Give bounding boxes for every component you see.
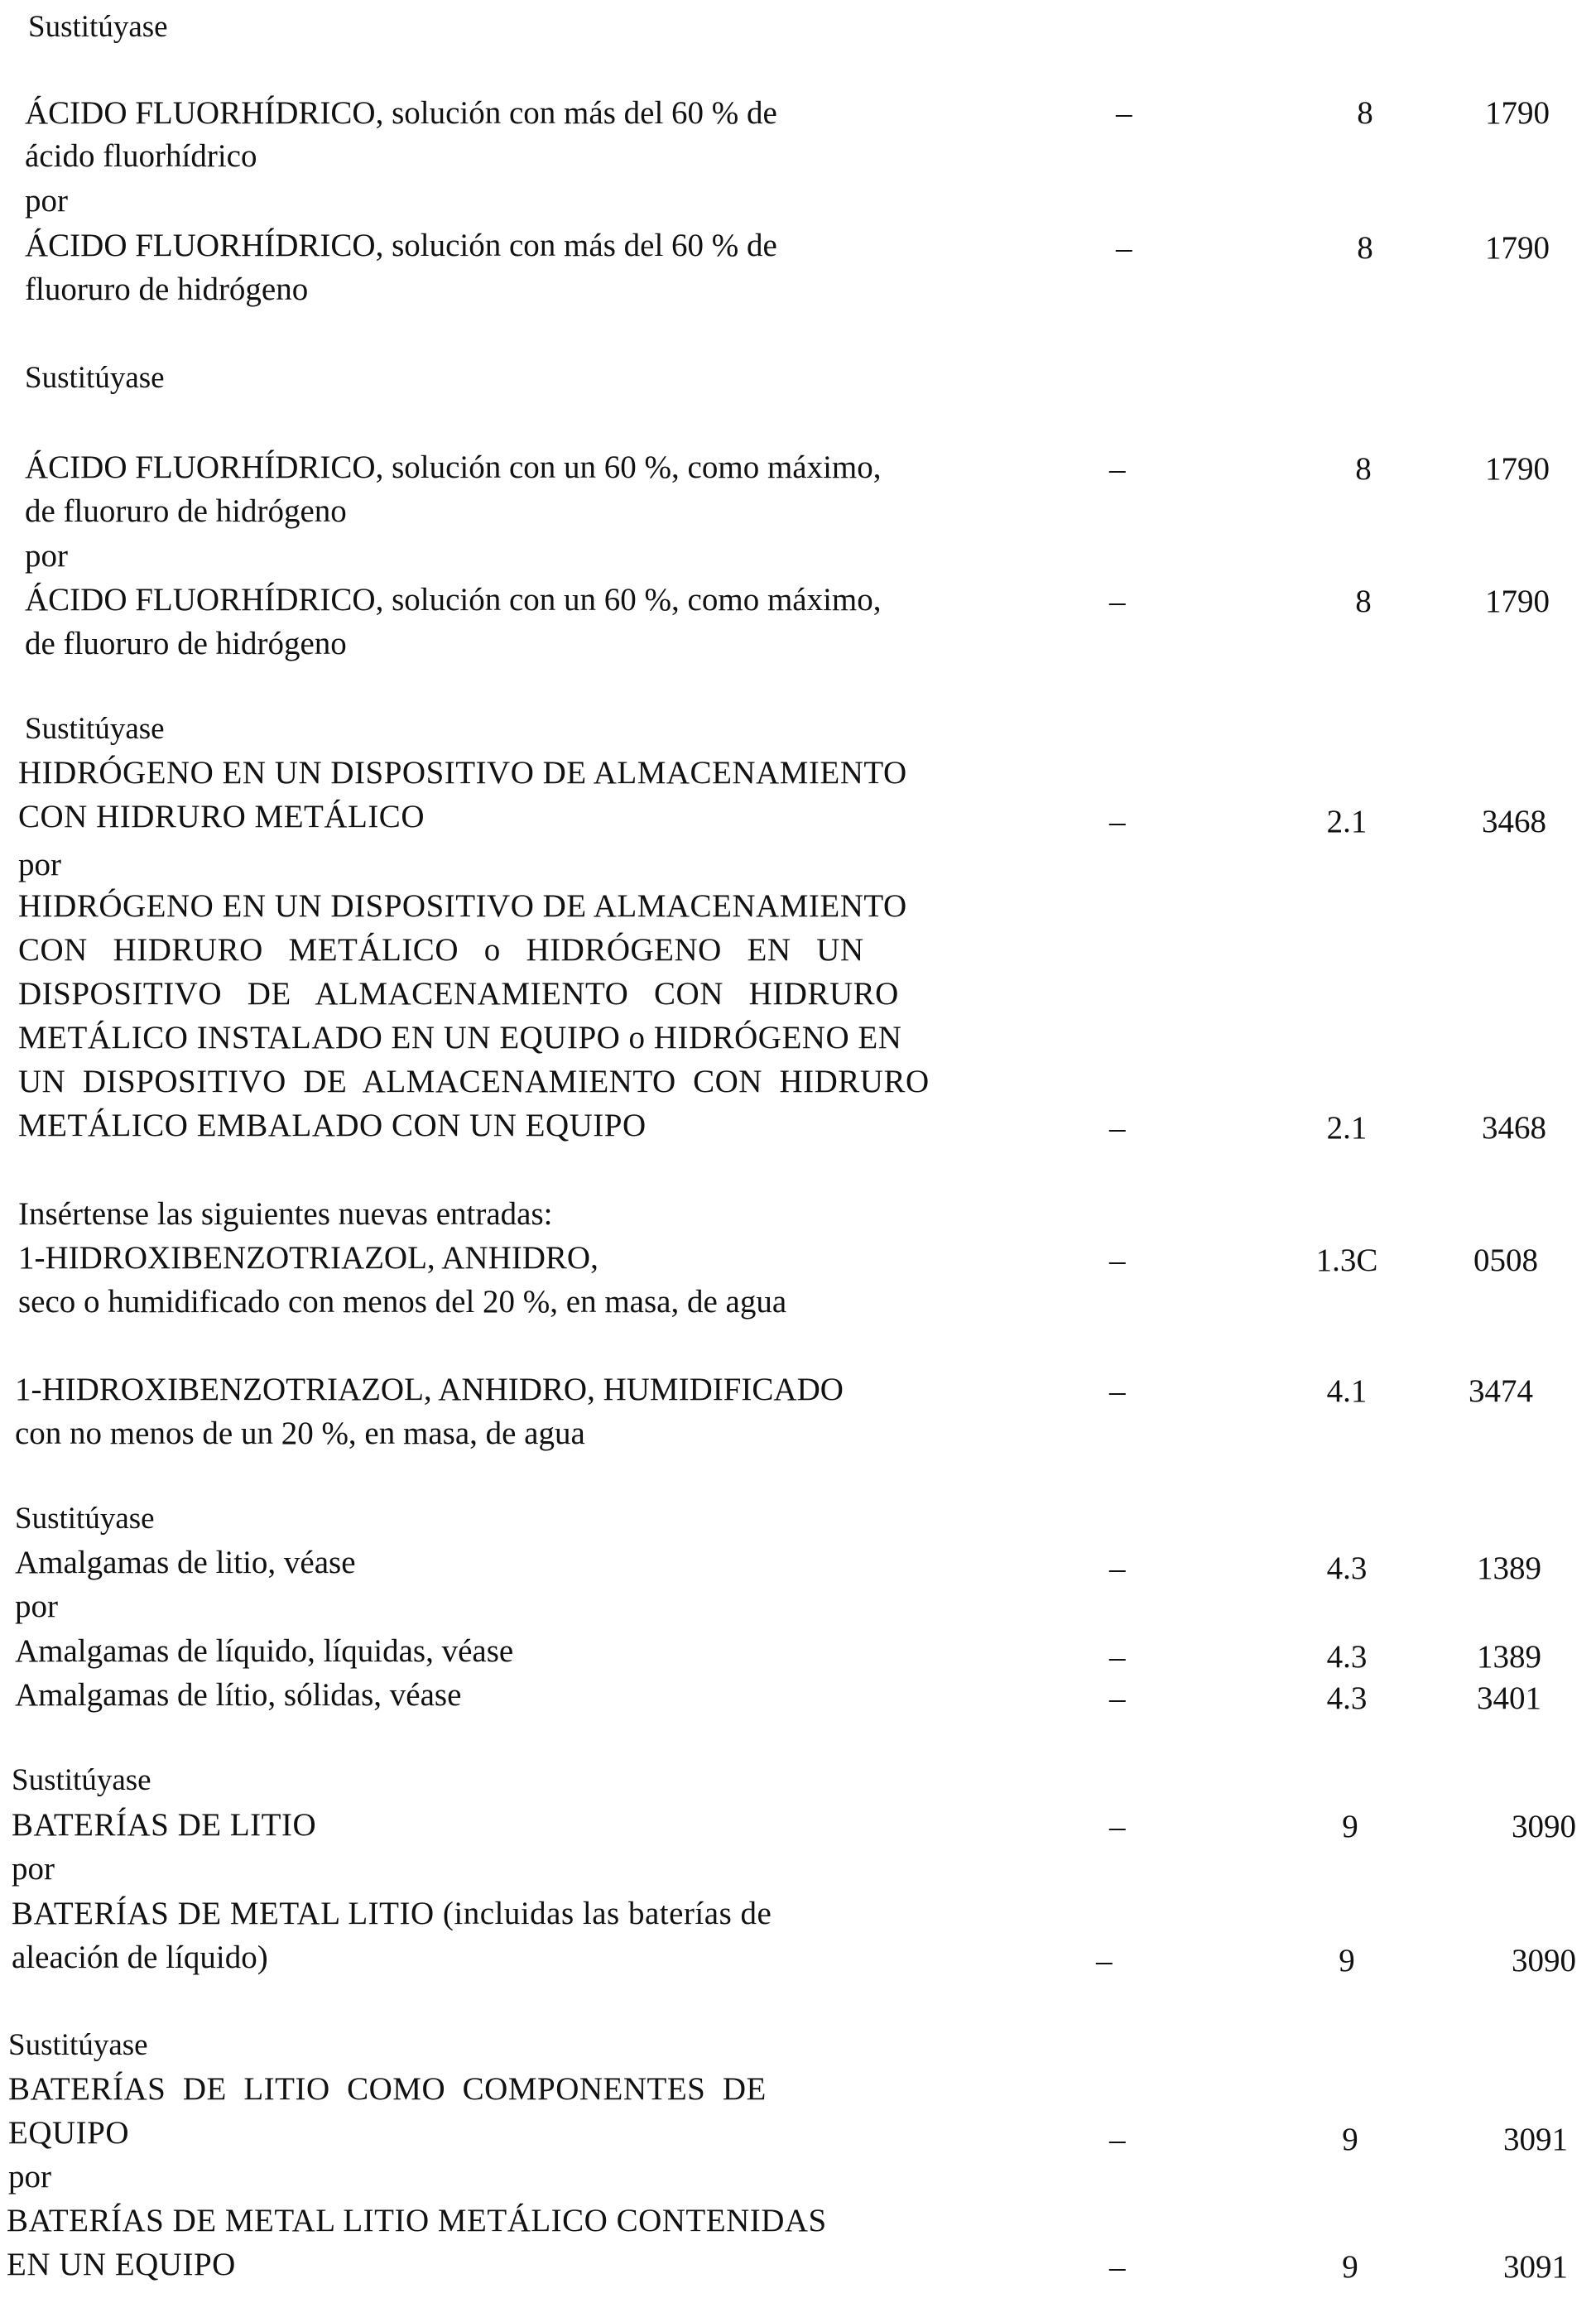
entry-name-line: de fluoruro de hidrógeno — [25, 626, 347, 661]
entry-class: 9 — [1339, 1943, 1355, 1978]
block-separator: por — [12, 1851, 55, 1887]
entry-dash: – — [1096, 1943, 1113, 1978]
entry-name-line: EN UN EQUIPO — [7, 2247, 236, 2282]
entry-un-number: 0508 — [1473, 1243, 1538, 1278]
block-separator: por — [25, 538, 68, 574]
entry-un-number: 3090 — [1512, 1943, 1576, 1978]
entry-class: 4.3 — [1326, 1680, 1368, 1716]
block-intro: Sustitúyase — [8, 2028, 148, 2062]
block-intro: Insértense las siguientes nuevas entradas: — [18, 1196, 553, 1232]
entry-name-line: METÁLICO INSTALADO EN UN EQUIPO o HIDRÓGENO EN — [18, 1020, 902, 1055]
entry-name-line: BATERÍAS DE METAL LITIO METÁLICO CONTENIDAS — [7, 2203, 827, 2238]
entry-name-line: Amalgamas de líquido, líquidas, véase — [15, 1633, 514, 1669]
block-separator: por — [18, 847, 61, 882]
entry-name-line: ÁCIDO FLUORHÍDRICO, solución con un 60 %, como máximo, — [25, 450, 882, 485]
entry-name-line: con no menos de un 20 %, en masa, de agua — [15, 1416, 585, 1451]
entry-name-line: BATERÍAS DE LITIO — [12, 1807, 317, 1843]
entry-un-number: 1790 — [1485, 95, 1550, 131]
entry-name-line: 1-HIDROXIBENZOTRIAZOL, ANHIDRO, — [18, 1240, 598, 1276]
entry-name-line: Amalgamas de lítio, sólidas, véase — [15, 1677, 462, 1713]
entry-dash: – — [1116, 230, 1132, 266]
entry-dash: – — [1109, 584, 1126, 619]
entry-name-line: ÁCIDO FLUORHÍDRICO, solución con un 60 %, como máximo, — [25, 582, 882, 618]
entry-dash: – — [1109, 1243, 1126, 1278]
block-intro: Sustitúyase — [25, 712, 165, 746]
entry-name-line: fluoruro de hidrógeno — [25, 272, 309, 307]
entry-name-line: DISPOSITIVO DE ALMACENAMIENTO CON HIDRURO — [18, 976, 899, 1012]
entry-name-line: aleación de líquido) — [12, 1940, 268, 1975]
entry-name-line: UN DISPOSITIVO DE ALMACENAMIENTO CON HIDRURO — [18, 1064, 930, 1099]
entry-dash: – — [1109, 1373, 1126, 1409]
block-intro: Sustitúyase — [12, 1763, 151, 1797]
entry-un-number: 3091 — [1503, 2249, 1568, 2285]
entry-dash: – — [1109, 1550, 1126, 1586]
entry-class: 8 — [1357, 230, 1373, 266]
entry-un-number: 1389 — [1477, 1550, 1541, 1586]
entry-class: 8 — [1355, 451, 1372, 487]
entry-class: 4.3 — [1326, 1550, 1368, 1586]
entry-name-line: HIDRÓGENO EN UN DISPOSITIVO DE ALMACENAMIENTO — [18, 755, 907, 791]
entry-name-line: Amalgamas de litio, véase — [15, 1545, 356, 1580]
entry-un-number: 3468 — [1482, 1110, 1546, 1146]
entry-class: 2.1 — [1326, 1110, 1368, 1146]
entry-dash: – — [1116, 95, 1132, 131]
entry-name-line: CON HIDRURO METÁLICO o HIDRÓGENO EN UN — [18, 932, 864, 968]
entry-un-number: 3474 — [1469, 1373, 1533, 1409]
entry-class: 4.3 — [1326, 1639, 1368, 1675]
entry-name-line: BATERÍAS DE LITIO COMO COMPONENTES DE — [8, 2071, 767, 2107]
entry-name-line: EQUIPO — [8, 2115, 129, 2151]
entry-un-number: 1790 — [1485, 451, 1550, 487]
entry-class: 9 — [1342, 2122, 1358, 2157]
entry-un-number: 3090 — [1512, 1809, 1576, 1844]
block-separator: por — [25, 183, 68, 219]
entry-dash: – — [1109, 1639, 1126, 1675]
entry-dash: – — [1109, 1110, 1126, 1146]
block-intro: Sustitúyase — [25, 361, 165, 395]
entry-class: 9 — [1342, 2249, 1358, 2285]
entry-name-line: BATERÍAS DE METAL LITIO (incluidas las baterías de — [12, 1896, 772, 1931]
entry-un-number: 3468 — [1482, 804, 1546, 839]
block-intro: Sustitúyase — [15, 1502, 155, 1536]
entry-dash: – — [1109, 804, 1126, 839]
entry-un-number: 1790 — [1485, 584, 1550, 619]
entry-name-line: ácido fluorhídrico — [25, 138, 257, 174]
entry-dash: – — [1109, 2122, 1126, 2157]
entry-dash: – — [1109, 451, 1126, 487]
entry-dash: – — [1109, 1809, 1126, 1844]
block-separator: por — [15, 1589, 58, 1624]
entry-class: 9 — [1342, 1809, 1358, 1844]
entry-name-line: ÁCIDO FLUORHÍDRICO, solución con más del 60 % de — [25, 95, 777, 131]
entry-dash: – — [1109, 2249, 1126, 2285]
entry-class: 4.1 — [1326, 1373, 1368, 1409]
entry-un-number: 1790 — [1485, 230, 1550, 266]
entry-name-line: METÁLICO EMBALADO CON UN EQUIPO — [18, 1108, 647, 1143]
block-separator: por — [8, 2159, 51, 2195]
block-intro: Sustitúyase — [28, 10, 168, 44]
entry-name-line: de fluoruro de hidrógeno — [25, 493, 347, 529]
entry-dash: – — [1109, 1680, 1126, 1716]
entry-un-number: 3401 — [1477, 1680, 1541, 1716]
entry-class: 2.1 — [1326, 804, 1368, 839]
entry-un-number: 1389 — [1477, 1639, 1541, 1675]
entry-class: 8 — [1357, 95, 1373, 131]
entry-name-line: HIDRÓGENO EN UN DISPOSITIVO DE ALMACENAMIENTO — [18, 888, 907, 924]
entry-name-line: ÁCIDO FLUORHÍDRICO, solución con más del 60 % de — [25, 228, 777, 263]
entry-un-number: 3091 — [1503, 2122, 1568, 2157]
entry-class: 8 — [1355, 584, 1372, 619]
entry-name-line: 1-HIDROXIBENZOTRIAZOL, ANHIDRO, HUMIDIFICADO — [15, 1372, 844, 1407]
entry-class: 1.3C — [1315, 1243, 1378, 1278]
entry-name-line: seco o humidificado con menos del 20 %, en masa, de agua — [18, 1284, 787, 1320]
entry-name-line: CON HIDRURO METÁLICO — [18, 799, 425, 834]
